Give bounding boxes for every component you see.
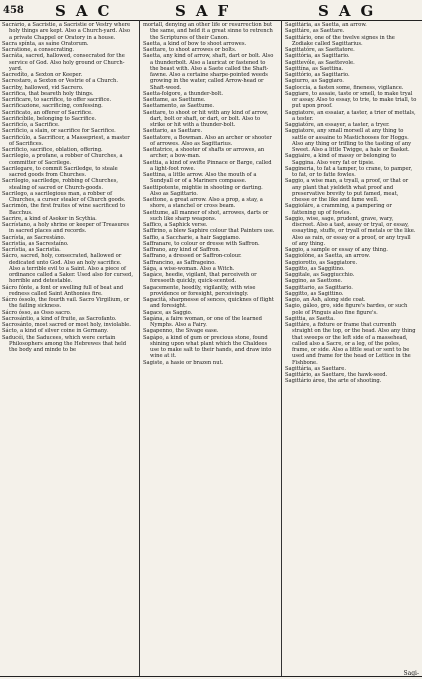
dictionary-entry: Sácto, a kind of silver coine in Germany. bbox=[2, 328, 109, 335]
dictionary-entry: Saettario, as Saettare. bbox=[143, 128, 203, 135]
dictionary-entry: Sagittário áree, the arte of shooting. bbox=[285, 378, 382, 385]
dictionary-entry: Saggiaire, a kind of massy or belonging to Saggina. Also very fat or tipsie. bbox=[285, 153, 397, 166]
dictionary-entry: Saggitale, as Saggiucchio. bbox=[285, 272, 355, 278]
column-right bbox=[285, 22, 417, 672]
dictionary-entry: Saggioláre, a cramming, a pampering or fattening up of fowles. bbox=[285, 203, 392, 216]
dictionary-entry: Sagapenno, the Sivage ease. bbox=[143, 328, 219, 335]
dictionary-entry: Saettume, all manner of shot, arrowes, darts or such like sharp weapons. bbox=[143, 209, 269, 222]
dictionary-entry: Sacrístia, as Sacristía. bbox=[2, 247, 61, 253]
dictionary-entry: Sácro ósso, as Osso sacro. bbox=[2, 309, 72, 316]
dictionary-entry: Saettare, to shoot arrowes or bolts. bbox=[143, 47, 237, 53]
dictionary-entry: Sagittória, as Sagittario. bbox=[285, 53, 350, 60]
dictionary-entry: Saggiatore, an essaiar, a taster, a trier of mettals, a tester. bbox=[285, 109, 416, 122]
dictionary-entry: Saettare, to shoot or hit with any kind of arrow, dart, bolt or shaft, or dart, or bolt. Also to strike or hit with a thunder-bolt. bbox=[143, 109, 269, 128]
dictionary-entry: mortall, denying an other life or resurrection but the same, and held it a great sinne to retrench the Scriptures of their Canon. bbox=[143, 22, 273, 41]
dictionary-entry: Saggitto, as Saggitino. bbox=[285, 265, 345, 272]
dictionary-entry: Sacrificare, to sacrifice, to offer sacrifice. bbox=[2, 97, 112, 103]
dictionary-entry: Sacriby, hallowed, vid Sacrero. bbox=[2, 84, 84, 91]
dictionary-entry: Sagána, a faire woman, or one of the learned Nymphs. Also a Fairy. bbox=[143, 315, 262, 328]
dictionary-entry: Sagittia, as Saetta. bbox=[285, 315, 335, 322]
dictionary-entry: Saffrancino, as Saffrageino. bbox=[143, 259, 216, 266]
dictionary-entry: Sacrificato, an offerer of Sacrifice. bbox=[2, 109, 93, 116]
dictionary-entry: Sacrimón, the first fruites of wine sacrificed to Bacchus. bbox=[2, 203, 125, 216]
dictionary-entry: Sagittário, one of the twelve signes in the Zodiake called Sagittarius. bbox=[285, 34, 395, 47]
dictionary-entry: Saffrano, a dressed or Saffron-colour. bbox=[143, 253, 242, 260]
dictionary-entry: Sacrificazione, sacrificing, confessing. bbox=[2, 103, 103, 110]
dictionary-entry: Sácro fónte, a font or swelling full of beat and redness called Saint Anthonies fire. bbox=[2, 284, 124, 297]
dictionary-entry: Sagittório, as Sagittario. bbox=[285, 72, 350, 78]
dictionary-entry: Sága, a wise-woman. Also a Witch. bbox=[143, 265, 235, 272]
dictionary-entry: Sacredíto, a Sexton or Keeper. bbox=[2, 72, 83, 78]
dictionary-entry: Sacrire, a kind of Asoker in Scythia. bbox=[2, 215, 97, 222]
dictionary-entry: Sacráta, sacred, hallowed, consecrated for the service of God. Also holy ground or Church-yard. bbox=[2, 53, 125, 72]
dictionary-entry: Saffico, a Saphick verse. bbox=[143, 222, 208, 228]
dictionary-entry: Saggiorotto, as Saggiatore. bbox=[285, 259, 358, 266]
dictionary-entry: Sagacemente, heedily, vigilantly, with wise providence or foresight, perceivingly. bbox=[143, 284, 256, 297]
dictionary-entry: Sacrilego, a sacrilegious man, a robber of Churches, a curser stealer of Church goods. bbox=[2, 190, 126, 203]
dictionary-entry: Saffirino, a blew Saphire colour that Painters use. bbox=[143, 228, 275, 235]
dictionary-entry: Saffranare, to colour or dresse with Saffron. bbox=[143, 240, 260, 247]
column-divider-2 bbox=[281, 20, 282, 676]
dictionary-entry: Sagittáre, as Saettare. bbox=[285, 28, 345, 35]
dictionary-entry: Sacrificio, sacrifice, oblation, offering. bbox=[2, 147, 103, 153]
dictionary-entry: Saggiare, to assaie, taste or smell, to make tryal or assay. Also to essay, to trie, to make triall, to put upon proof. bbox=[285, 90, 417, 110]
page-number: 458 bbox=[3, 5, 24, 16]
dictionary-entry: Saducéi, the Saducees, which were certain Philosophers among the Hebrewes that held the body and minde to be bbox=[2, 334, 127, 353]
dictionary-entry: Sagiurro, as Saggiaro. bbox=[285, 78, 344, 85]
dictionary-entry: Sagápo, a kind of gum or precious stone, found shining upon what plant which the Chaldees use to make salt to their hands, and draw into wine at it. bbox=[143, 334, 272, 360]
dictionary-entry: Saetta, a kind of bow to shoot arrowes. bbox=[143, 40, 247, 47]
dictionary-entry: Sagío, an Ash, along side coat. bbox=[285, 297, 366, 303]
dictionary-entry: Sacristía, as Sacrestaíno. bbox=[2, 240, 69, 247]
dictionary-entry: Saggino, as Saettone. bbox=[285, 278, 343, 285]
header-right-word: SAG bbox=[318, 2, 384, 20]
dictionary-entry: Saettone, a great arrow. Also a prop, a stay, a shore, a stanchel or cross beam. bbox=[143, 197, 263, 210]
dictionary-entry: Sacrilegío, a profane, a robber of Churches, a committer of Sacrilege. bbox=[2, 153, 123, 166]
dictionary-entry: Saggiolóne, as Saetta, an arrow. bbox=[285, 253, 370, 260]
dictionary-entry: Sagloccia, a fasten some, fineness, vigilance. bbox=[285, 84, 404, 91]
dictionary-entry: Sacrificíbile, belonging to Sacrifice. bbox=[2, 115, 97, 122]
dictionary-entry: Sagittatóre, as Saettatore. bbox=[285, 47, 355, 53]
dictionary-entry: Sacrifício, a slain, or sacrifice for Sacrifice. bbox=[2, 128, 116, 135]
column-middle bbox=[143, 22, 275, 672]
dictionary-entry: Saggiatore, any small morsell at any thing to sattle or assaine to Mastichooses for Hoggs. Also any thing or trifling to the tasting of any Sweet. Also a little Twigge, a hale or Basket. bbox=[285, 128, 412, 153]
dictionary-entry: Saggineria, to fat a tamper, to crane, to pamper, to fat, or to fatte fowles. bbox=[285, 165, 413, 178]
dictionary-entry: Sagittevóle, as Saettevole. bbox=[285, 59, 355, 66]
dictionary-entry: Saettia, a kind of swifte Pinnace or Barge, called a light-foot rowe. bbox=[143, 159, 272, 172]
dictionary-entry: Sacrosántio, a kind of fruite, as Sacrofanto. bbox=[2, 315, 117, 322]
dictionary-entry: Saggio, a sample or essay of any thing. bbox=[285, 247, 388, 253]
dictionary-entry: Saffrano, any kind of Saffron. bbox=[143, 247, 221, 253]
header-left-word: SAC bbox=[55, 2, 120, 20]
dictionary-entry: Sacrísta, as Sacrestáno. bbox=[2, 234, 66, 241]
dictionary-entry: Sácro, sacred, holy, consecrated, hallowed or dedicated unto God. Also an holy sacrifice. Also a terrible evil to a Saint. Also a piece of ordinance called a Saker. Used also for cursed, horrible and detestable. bbox=[2, 253, 134, 285]
dictionary-entry: Sácro óssolo, the fourth vail. Sacro Virgilium, or the failing sickness. bbox=[2, 297, 130, 310]
dictionary-entry: Saetta, any kind of arrow, shaft, dart or bolt. Also a thunderbolt. Also a lauricat or fastened to the beast with. Also a Saete called the Shaft-fawne. Also a certaine sharpe-pointed weeds growing in the water, called Arrow-head or Shaft-weed. bbox=[143, 53, 274, 91]
dictionary-entry: Sagáce, heedie, vigilant, that perceiveth or foreseeth quickly, quick-scented. bbox=[143, 272, 257, 285]
dictionary-entry: Saggio, wise, sage, prudent, grave, wary, discreet. Also a tast, assay or tryal, or essay, essayting, stuffe, or tryall of metals or the like. Also as rain, or essay or a proof, or any tryall of any thing. bbox=[285, 215, 416, 247]
dictionary-entry: Sagio, gáleo, gro, side figure's bardes, or such pole of Pinguis also fine figure's. bbox=[285, 303, 408, 316]
dictionary-entry: Sagittário, as Saettare, the hawk-seed. bbox=[285, 372, 388, 378]
column-divider-1 bbox=[139, 20, 140, 676]
dictionary-entry: Sacrosánto, most sacred or most holy, inviolable. bbox=[2, 322, 131, 328]
dictionary-entry: Sagacità, sharpnesse of sences, quicknes of flight and foresight. bbox=[143, 297, 274, 310]
dictionary-entry: Sacrilegio, sacriledge, robbing of Churches, stealing of sacred or Church-goods. bbox=[2, 178, 119, 191]
dictionary-entry: Sagittáre, a fixture or frame that currenth straight on the top, or the head. Also any thing that sweeps or the left side of a massehead, called also a Sacre, or a leg, of the poles, frame, or side. Also a little seat or sent to be used and frame for the head or Lettice in the Fishbone. bbox=[285, 322, 416, 366]
dictionary-entry: Saettame, as Saettume. bbox=[143, 97, 206, 103]
dictionary-entry: Saggitto, as Sagittino. bbox=[285, 290, 344, 297]
dictionary-entry: Saggiatóre, an essayer, a taster, a tryer. bbox=[285, 122, 390, 128]
dictionary-entry: Sagittária, as Saettare. bbox=[285, 365, 346, 372]
dictionary-entry: Sagace, as Saggio. bbox=[143, 309, 193, 316]
dictionary-entry: Saettamento, as Saettume. bbox=[143, 103, 215, 110]
dictionary-entry: Sacrário, a Sacristie, a Sacristie or Vestry where holy things are kept. Also a Church-yard. Also a private Chappel or Oratory in a house. bbox=[2, 22, 131, 41]
dictionary-entry: Saettatore, a Bowman. Also an archer or shooter of arrowes. Also as Sagittarius. bbox=[143, 134, 272, 147]
dictionary-entry: Sacrifica, that beareth holy things. bbox=[2, 90, 94, 97]
dictionary-entry: Sacratione, a consecrating. bbox=[2, 47, 75, 53]
dictionary-entry: Sagittína, as Saettina. bbox=[285, 65, 344, 72]
dictionary-entry: Sacra spínta, as saíne Oratorum. bbox=[2, 40, 89, 47]
catchword: Sagi- bbox=[403, 670, 419, 677]
dictionary-entry: Saggio, a wise man, a tryall, a proof, or that or any plant that yieldeth what proof and preservative brevity to put famed, meat, chesse or the like and fame well. bbox=[285, 178, 409, 203]
dictionary-entry: Sacrificío, a Sacrifice. bbox=[2, 122, 60, 128]
dictionary-entry: Sagiste, a hasie or brazen nut. bbox=[143, 359, 224, 366]
dictionary-entry: Sagittária, as Saetta, an arrow. bbox=[285, 22, 367, 28]
dictionary-entry: Saffio, a Saccharie, a hair Saggiamo. bbox=[143, 234, 241, 241]
header-center-word: SAF bbox=[175, 2, 239, 20]
running-header bbox=[0, 0, 422, 20]
dictionary-entry: Saettipotente, mightie in shooting or darting. Also as Sagittario. bbox=[143, 184, 263, 197]
dictionary-entry: Sacrestaro, a Sexton or Vestrie of a Church. bbox=[2, 78, 118, 85]
column-left bbox=[2, 22, 134, 672]
dictionary-entry: Saettina, a little arrow. Also the mouth of a Sundyall or of a Mariners compasse. bbox=[143, 172, 257, 185]
dictionary-entry: Sacrístano, a holy shrine or keeper of Treasures in sacred places and records. bbox=[2, 222, 130, 235]
header-rule bbox=[0, 20, 422, 21]
dictionary-entry: Sacrificúlo, a Sacrificer, a Massepriest, a master of Sacrifices. bbox=[2, 134, 130, 147]
dictionary-entry: Sacrilegare, to commit Sacriledge, to steale sacred goods from Churches. bbox=[2, 165, 118, 178]
dictionary-entry: Saggittario, as Sagittario. bbox=[285, 284, 353, 291]
dictionary-entry: Saettatrice, a shooter of shafts or arrowes, an archer, a bow-man. bbox=[143, 147, 265, 160]
dictionary-entry: Saetta-folgore, a thunder-bolt. bbox=[143, 90, 224, 97]
footer-rule bbox=[0, 676, 422, 677]
